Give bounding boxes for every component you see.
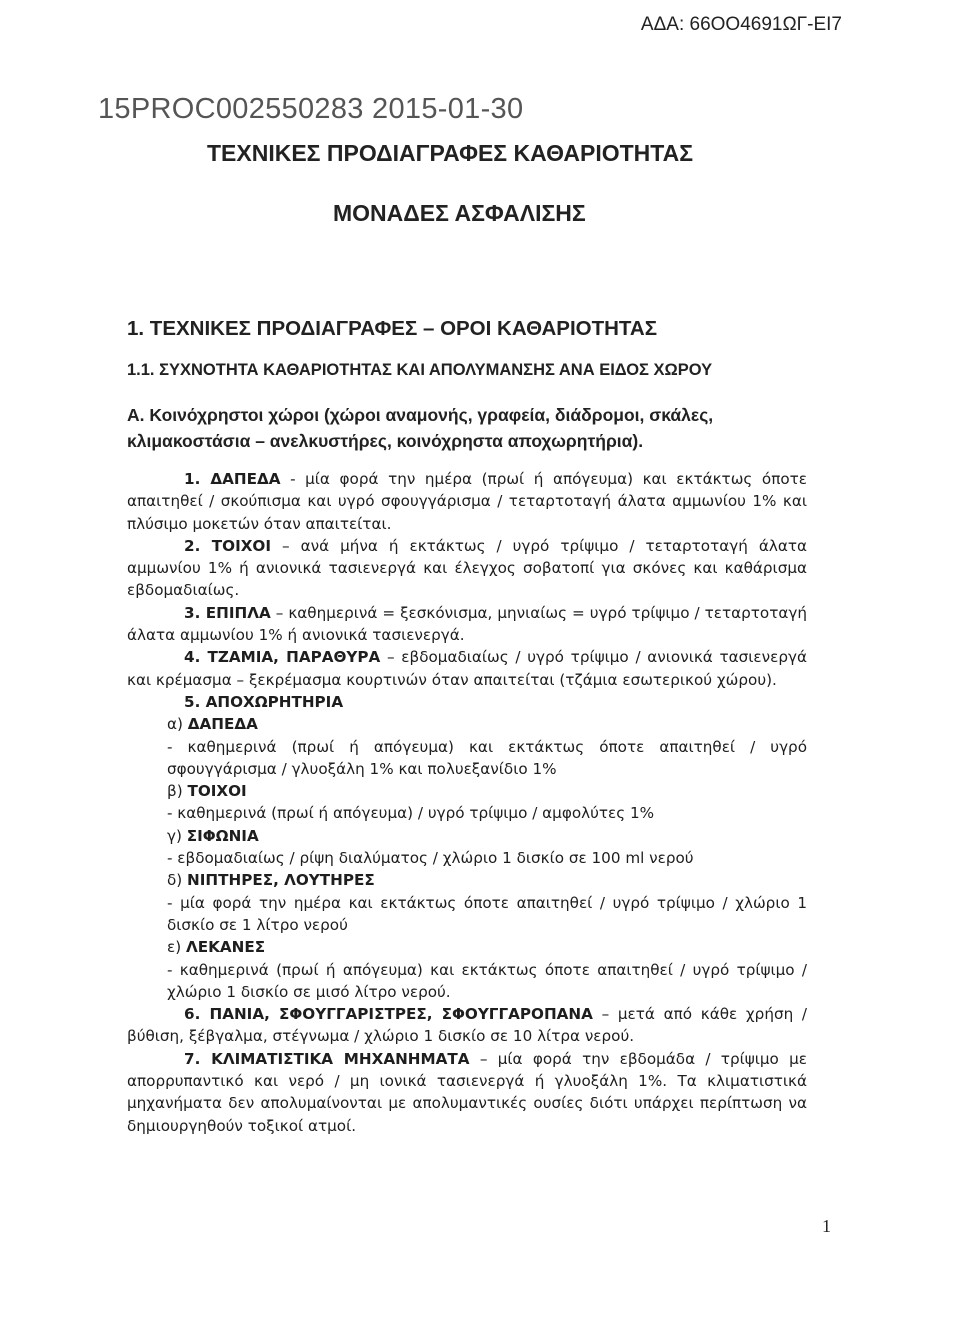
subitem-text: - καθημερινά (πρωί ή απόγευμα) και εκτάκτως όποτε απαιτηθεί / υγρό τρίψιμο / χλώριο 1 δισκίο σε μισό λίτρο νερού. (167, 960, 807, 1001)
item-heading: 2. ΤΟΙΧΟΙ (184, 536, 271, 555)
subitem-heading: ΛΕΚΑΝΕΣ (185, 938, 266, 957)
item-cloths (127, 1003, 807, 1048)
item-text: – καθημερινά = ξεσκόνισμα, μηνιαίως = υγρό τρίψιμο / τεταρτοταγή άλατα αμμωνίου 1% ή ανιονικά τασιενεργά. (127, 603, 807, 645)
subitem-drains (127, 825, 807, 847)
document-body (127, 468, 807, 1137)
subitem-text: - καθημερινά (πρωί ή απόγευμα) και εκτάκτως όποτε απαιτηθεί / υγρό σφουγγάρισμα / γλυοξάλη 1% και πολυεξανίδιο 1% (167, 737, 807, 778)
item-heading: 4. ΤΖΑΜΙΑ, ΠΑΡΑΘΥΡΑ (184, 648, 381, 667)
subitem-floors (127, 713, 807, 735)
item-windows (127, 646, 807, 691)
item-text: – ανά μήνα ή εκτάκτως / υγρό τρίψιμο / τεταρτοταγή άλατα αμμωνίου 1% ή ανιονικά τασιενεργά και έλεγχος σοβατοπί για σκόνες και καθάρισμα εβδομαδιαίως. (127, 536, 807, 600)
subitem-label: α) (167, 715, 188, 734)
category-heading: Α. Κοινόχρηστοι χώροι (χώροι αναμονής, γραφεία, διάδρομοι, σκάλες, κλιμακοστάσια – ανελκυστήρες, κοινόχρηστα αποχωρητήρια). (127, 405, 714, 451)
item-text: – εβδομαδιαίως / υγρό τρίψιμο / ανιονικά τασιενεργά και κρέμασμα – ξεκρέμασμα κουρτινών όταν απαιτείται (τζάμια εσωτερικού χώρου). (127, 648, 807, 689)
section-heading: 1. ΤΕΧΝΙΚΕΣ ΠΡΟΔΙΑΓΡΑΦΕΣ – ΟΡΟΙ ΚΑΘΑΡΙΟΤΗΤΑΣ (127, 317, 658, 340)
item-walls (127, 535, 807, 602)
item-heading: 7. ΚΛΙΜΑΤΙΣΤΙΚΑ ΜΗΧΑΝΗΜΑΤΑ (184, 1049, 470, 1068)
subitem-text: - μία φορά την ημέρα και εκτάκτως όποτε απαιτηθεί / υγρό τρίψιμο / χλώριο 1 δισκίο σε 1 λίτρο νερού (167, 893, 807, 934)
subitem-text: - καθημερινά (πρωί ή απόγευμα) / υγρό τρίψιμο / αμφολύτες 1% (167, 804, 655, 823)
subitem-walls (127, 780, 807, 802)
ada-code: ΑΔΑ: 66ΟΟ4691ΩΓ-ΕΙ7 (640, 14, 842, 35)
item-heading: 1. ΔΑΠΕΔΑ (184, 470, 281, 488)
subitem-sinks (127, 869, 807, 891)
subitem-heading: ΤΟΙΧΟΙ (187, 782, 247, 801)
subitem-label: β) (167, 782, 188, 801)
item-heading: 5. ΑΠΟΧΩΡΗΤΗΡΙΑ (184, 692, 344, 711)
subitem-label: γ) (167, 826, 187, 845)
document-subtitle: ΜΟΝΑΔΕΣ ΑΣΦΑΛΙΣΗΣ (333, 200, 586, 226)
subitem-label: δ) (167, 871, 188, 890)
subitem-text: - εβδομαδιαίως / ρίψη διαλύματος / χλώριο 1 δισκίο σε 100 ml νερού (167, 849, 694, 868)
item-heading: 3. ΕΠΙΠΛΑ (184, 603, 271, 622)
document-title: ΤΕΧΝΙΚΕΣ ΠΡΟΔΙΑΓΡΑΦΕΣ ΚΑΘΑΡΙΟΤΗΤΑΣ (207, 140, 694, 166)
subsection-heading: 1.1. ΣΥΧΝΟΤΗΤΑ ΚΑΘΑΡΙΟΤΗΤΑΣ ΚΑΙ ΑΠΟΛΥΜΑΝΣΗΣ ΑΝΑ ΕΙΔΟΣ ΧΩΡΟΥ (127, 361, 713, 379)
subitem-heading: ΣΙΦΩΝΙΑ (186, 826, 259, 845)
item-air-conditioners (127, 1048, 807, 1137)
item-text: - μία φορά την ημέρα (πρωί ή απόγευμα) και εκτάκτως όποτε απαιτηθεί / σκούπισμα και υγρό σφουγγάρισμα / τεταρτοταγή άλατα αμμωνίου 1% και πλύσιμο μοκετών όταν απαιτείται. (127, 470, 807, 533)
item-floors (127, 468, 807, 535)
item-toilets (127, 691, 807, 713)
page-number: 1 (822, 1216, 831, 1236)
item-furniture (127, 602, 807, 647)
subitem-bowls (127, 936, 807, 958)
subitem-heading: ΔΑΠΕΔΑ (187, 715, 258, 734)
document-id: 15PROC002550283 2015-01-30 (98, 93, 524, 125)
item-text: – μετά από κάθε χρήση / βύθιση, ξέβγαλμα, στέγνωμα / χλώριο 1 δισκίο σε 10 λίτρα νερού. (127, 1005, 808, 1046)
subitem-label: ε) (167, 938, 186, 957)
item-text: – μία φορά την εβδομάδα / τρίψιμο με απορρυπαντικό και νερό / μη ιονικά τασιενεργά ή γλυοξάλη 1%. Τα κλιματιστικά μηχανήματα δεν απολυμαίνονται με απολυμαντικές ουσίες διότι υπάρχει περίπτωση να δημιουργηθούν τοξικοί ατμοί. (127, 1049, 808, 1135)
subitem-heading: ΝΙΠΤΗΡΕΣ, ΛΟΥΤΗΡΕΣ (187, 871, 375, 890)
item-heading: 6. ΠΑΝΙΑ, ΣΦΟΥΓΓΑΡΙΣΤΡΕΣ, ΣΦΟΥΓΓΑΡΟΠΑΝΑ (184, 1005, 593, 1024)
